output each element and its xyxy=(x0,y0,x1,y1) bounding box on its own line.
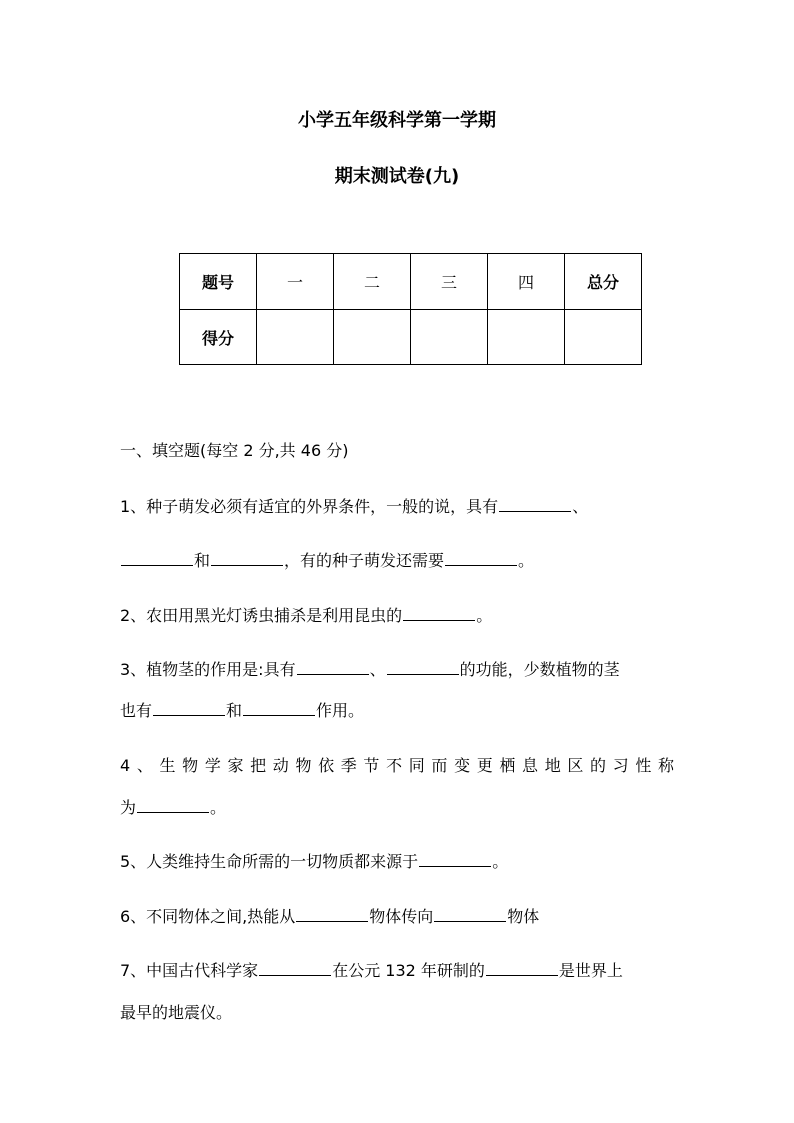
question-7-cont: 最早的地震仪。 xyxy=(120,1003,233,1022)
score-cell xyxy=(488,310,565,365)
score-table xyxy=(179,253,642,365)
answer-blank xyxy=(243,700,315,716)
question-5 xyxy=(120,849,508,872)
answer-blank xyxy=(486,960,558,976)
table-row xyxy=(180,310,642,365)
answer-blank xyxy=(153,700,225,716)
answer-blank xyxy=(297,659,369,675)
question-4: 4、生物学家把动物依季节不同而变更栖息地区的习性称 xyxy=(120,756,674,775)
table-cell: 二 xyxy=(334,254,411,310)
answer-blank xyxy=(499,496,571,512)
question-text: 和 xyxy=(194,551,211,570)
question-text: 也有 xyxy=(120,701,153,720)
question-6 xyxy=(120,904,539,927)
question-text: 。 xyxy=(476,606,493,625)
answer-blank xyxy=(403,605,475,621)
question-text: 为 xyxy=(120,798,137,817)
table-cell: 一 xyxy=(257,254,334,310)
score-cell xyxy=(565,310,642,365)
question-text: 和 xyxy=(226,701,243,720)
answer-blank xyxy=(259,960,331,976)
question-1-cont xyxy=(120,548,534,571)
question-4-cont xyxy=(120,795,226,818)
score-cell xyxy=(411,310,488,365)
question-text: 。 xyxy=(210,798,227,817)
question-text: 3、植物茎的作用是:具有 xyxy=(120,660,296,679)
table-row xyxy=(180,254,642,310)
question-2 xyxy=(120,603,492,626)
question-3-cont xyxy=(120,698,364,721)
answer-blank xyxy=(211,550,283,566)
question-text: 6、不同物体之间,热能从 xyxy=(120,907,296,926)
answer-blank xyxy=(419,851,491,867)
question-text: 5、人类维持生命所需的一切物质都来源于 xyxy=(120,852,419,871)
table-cell: 题号 xyxy=(180,254,257,310)
question-text: 作用。 xyxy=(316,701,365,720)
question-7 xyxy=(120,958,623,981)
exam-title: 小学五年级科学第一学期 xyxy=(298,110,496,131)
table-cell: 总分 xyxy=(565,254,642,310)
question-text: 7、中国古代科学家 xyxy=(120,961,259,980)
answer-blank xyxy=(445,550,517,566)
question-text: 。 xyxy=(518,551,535,570)
table-cell: 四 xyxy=(488,254,565,310)
exam-subtitle: 期末测试卷(九) xyxy=(334,166,460,187)
question-text: 在公元 132 年研制的 xyxy=(332,961,485,980)
question-text: 的功能，少数植物的茎 xyxy=(459,660,620,679)
question-text: 是世界上 xyxy=(558,961,623,980)
score-cell xyxy=(257,310,334,365)
answer-blank xyxy=(137,797,209,813)
question-text: 2、农田用黑光灯诱虫捕杀是利用昆虫的 xyxy=(120,606,403,625)
question-text: ，有的种子萌发还需要 xyxy=(284,551,445,570)
answer-blank xyxy=(387,659,459,675)
question-text: 、 xyxy=(369,660,386,679)
answer-blank xyxy=(296,906,368,922)
score-cell xyxy=(334,310,411,365)
question-text: 。 xyxy=(492,852,509,871)
question-text: 、 xyxy=(572,497,589,516)
question-3 xyxy=(120,657,620,680)
question-text: 物体 xyxy=(507,907,540,926)
table-cell: 得分 xyxy=(180,310,257,365)
question-text: 物体传向 xyxy=(369,907,434,926)
answer-blank xyxy=(434,906,506,922)
table-cell: 三 xyxy=(411,254,488,310)
question-text: 1、种子萌发必须有适宜的外界条件，一般的说，具有 xyxy=(120,497,499,516)
answer-blank xyxy=(121,550,193,566)
question-1 xyxy=(120,494,588,517)
section-heading: 一、填空题(每空 2 分,共 46 分) xyxy=(120,441,349,460)
